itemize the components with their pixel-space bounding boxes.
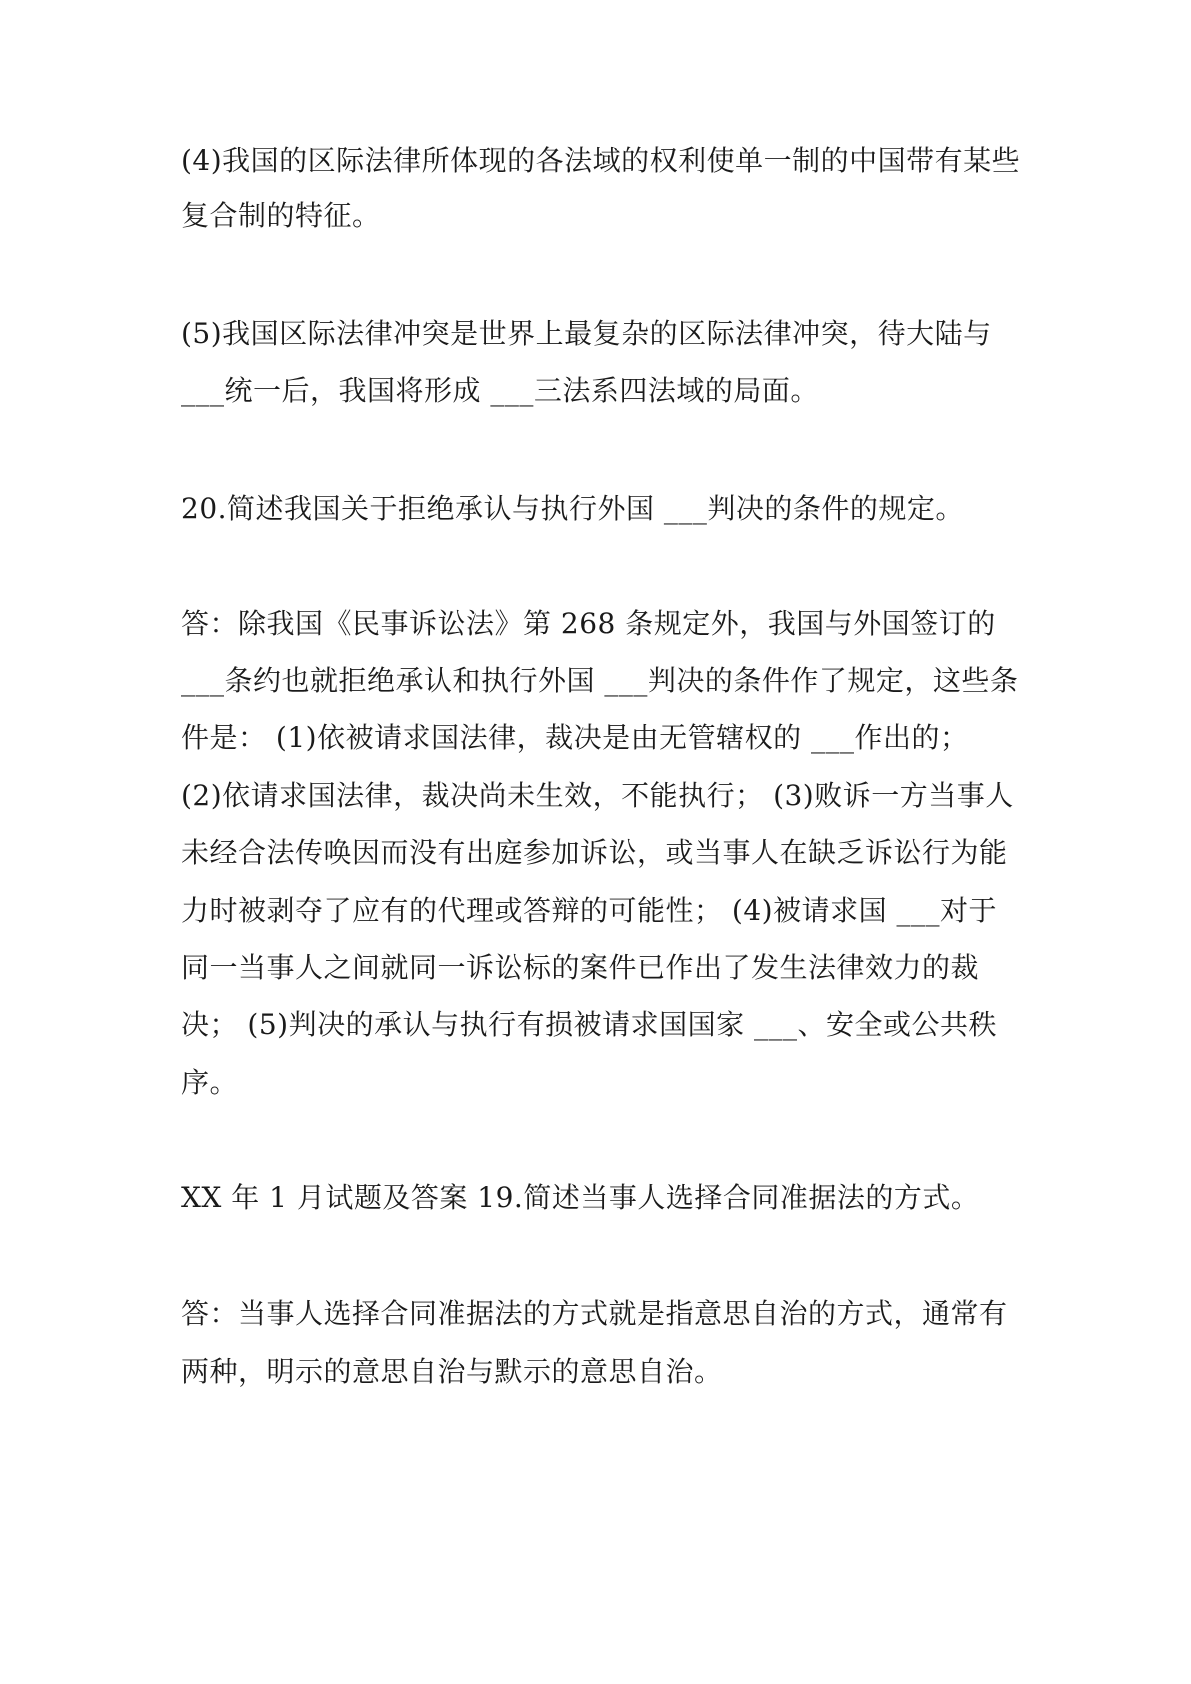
text-line: 序。 (181, 1066, 239, 1099)
text-line: (5)我国区际法律冲突是世界上最复杂的区际法律冲突，待大陆与 (181, 317, 992, 350)
text-line: 答：当事人选择合同准据法的方式就是指意思自治的方式，通常有 (181, 1297, 1008, 1330)
text-line: (2)依请求国法律，裁决尚未生效，不能执行； (3)败诉一方当事人 (181, 779, 1014, 812)
text-line: 答：除我国《民事诉讼法》第 268 条规定外，我国与外国签订的 (181, 607, 996, 640)
text-line: 决； (5)判决的承认与执行有损被请求国国家 ___、安全或公共秩 (181, 1008, 997, 1041)
text-line: ___统一后，我国将形成 ___三法系四法域的局面。 (181, 374, 819, 407)
text-line: 两种，明示的意思自治与默示的意思自治。 (181, 1355, 723, 1388)
text-line: 未经合法传唤因而没有出庭参加诉讼，或当事人在缺乏诉讼行为能 (181, 836, 1008, 869)
text-line: 复合制的特征。 (181, 199, 381, 232)
text-line: (4)我国的区际法律所体现的各法域的权利使单一制的中国带有某些 (181, 144, 1021, 177)
text-line: 同一当事人之间就同一诉讼标的案件已作出了发生法律效力的裁 (181, 951, 980, 984)
text-line: 件是： (1)依被请求国法律，裁决是由无管辖权的 ___作出的； (181, 721, 969, 754)
text-line: ___条约也就拒绝承认和执行外国 ___判决的条件作了规定，这些条 (181, 664, 1019, 697)
text-line: 力时被剥夺了应有的代理或答辩的可能性； (4)被请求国 ___对于 (181, 894, 997, 927)
question-heading: 20.简述我国关于拒绝承认与执行外国 ___判决的条件的规定。 (181, 492, 964, 525)
question-heading: XX 年 1 月试题及答案 19.简述当事人选择合同准据法的方式。 (181, 1181, 980, 1214)
